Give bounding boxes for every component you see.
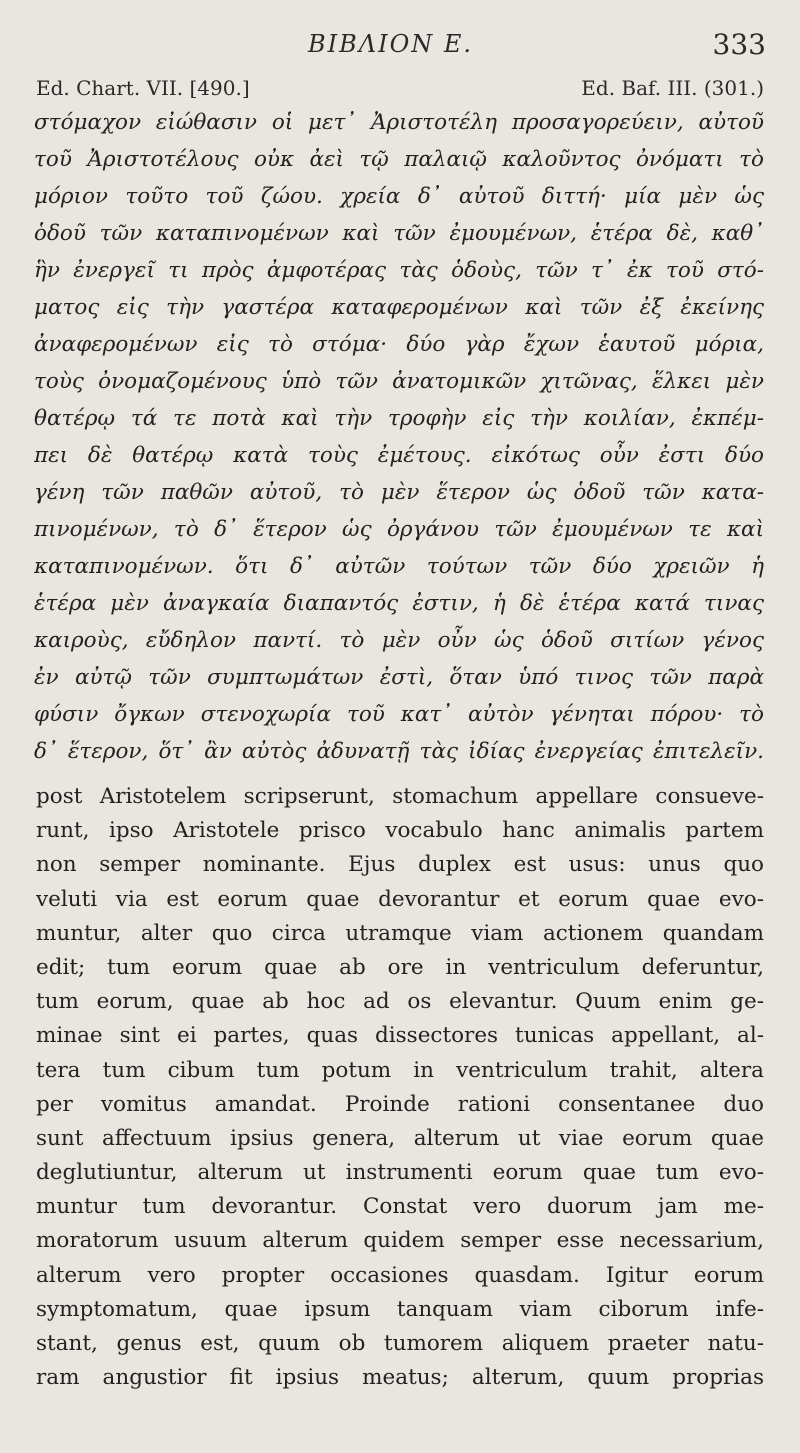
latin-text-line: non semper nominante. Ejus duplex est usus: unus quo — [36, 852, 764, 878]
greek-text-line: ἑτέρα μὲν ἀναγκαία διαπαντός ἐστιν, ἡ δὲ ἑτέρα κατά τινας — [34, 591, 764, 616]
greek-text-line: ἀναφερομένων εἰς τὸ στόμα· δύο γὰρ ἔχων ἑαυτοῦ μόρια, — [34, 332, 764, 357]
latin-text-line: runt, ipso Aristotele prisco vocabulo hanc animalis partem — [36, 818, 764, 844]
latin-text-line: per vomitus amandat. Proinde rationi consentanee duo — [36, 1091, 764, 1117]
greek-text — [34, 104, 764, 770]
greek-text-line: ματος εἰς τὴν γαστέρα καταφερομένων καὶ τῶν ἐξ ἐκείνης — [34, 295, 764, 320]
greek-text-line: μόριον τοῦτο τοῦ ζώου. χρεία δ᾽ αὐτοῦ διττή· μία μὲν ὡς — [34, 184, 764, 209]
greek-text-line: ὁδοῦ τῶν καταπινομένων καὶ τῶν ἐμουμένων, ἑτέρα δὲ, καθ᾽ — [34, 221, 764, 246]
greek-text-line: γένη τῶν παθῶν αὐτοῦ, τὸ μὲν ἕτερον ὡς ὁδοῦ τῶν κατα- — [34, 480, 764, 505]
greek-text-line: τοῦ Ἀριστοτέλους οὐκ ἀεὶ τῷ παλαιῷ καλοῦντος ὀνόματι τὸ — [34, 147, 764, 172]
latin-text-line: muntur, alter quo circa utramque viam actionem quandam — [36, 920, 764, 946]
latin-text-line: tum eorum, quae ab hoc ad os elevantur. Quum enim ge- — [36, 989, 764, 1015]
greek-text-line: δ᾽ ἕτερον, ὅτ᾽ ἂν αὐτὸς ἀδυνατῇ τὰς ἰδίας ἐνεργείας ἐπιτελεῖν. — [34, 739, 764, 764]
latin-text-line: deglutiuntur, alterum ut instrumenti eorum quae tum evo- — [36, 1160, 764, 1186]
book-title: ΒΙΒΛΙΟΝ Ε. — [308, 30, 474, 58]
page-number: 333 — [712, 28, 766, 61]
greek-text-line: θατέρῳ τά τε ποτὰ καὶ τὴν τροφὴν εἰς τὴν κοιλίαν, ἐκπέμ- — [34, 406, 764, 431]
latin-text-line: minae sint ei partes, quas dissectores tunicas appellant, al- — [36, 1023, 764, 1049]
greek-text-line: στόμαχον εἰώθασιν οἱ μετ᾽ Ἀριστοτέλη προσαγορεύειν, αὐτοῦ — [34, 110, 764, 135]
greek-text-line: πινομένων, τὸ δ᾽ ἕτερον ὡς ὀργάνου τῶν ἐμουμένων τε καὶ — [34, 517, 764, 542]
greek-text-line: καιροὺς, εὔδηλον παντί. τὸ μὲν οὖν ὡς ὁδοῦ σιτίων γένος — [34, 628, 764, 653]
latin-text-line: muntur tum devorantur. Constat vero duorum jam me- — [36, 1194, 764, 1220]
latin-translation — [36, 780, 764, 1395]
latin-text-line: symptomatum, quae ipsum tanquam viam ciborum infe- — [36, 1296, 764, 1322]
latin-text-line: sunt affectuum ipsius genera, alterum ut viae eorum quae — [36, 1125, 764, 1151]
edition-references — [36, 76, 764, 104]
greek-text-line: πει δὲ θατέρῳ κατὰ τοὺς ἐμέτους. εἰκότως οὖν ἐστι δύο — [34, 443, 764, 468]
latin-text-line: alterum vero propter occasiones quasdam. Igitur eorum — [36, 1262, 764, 1288]
greek-text-line: ἣν ἐνεργεῖ τι πρὸς ἀμφοτέρας τὰς ὁδοὺς, τῶν τ᾽ ἐκ τοῦ στό- — [34, 258, 764, 283]
latin-text-line: edit; tum eorum quae ab ore in ventriculum deferuntur, — [36, 954, 764, 980]
latin-text-line: stant, genus est, quum ob tumorem aliquem praeter natu- — [36, 1331, 764, 1356]
latin-text-line: moratorum usuum alterum quidem semper esse necessarium, — [36, 1228, 764, 1254]
greek-text-line: ἐν αὐτῷ τῶν συμπτωμάτων ἐστὶ, ὅταν ὑπό τινος τῶν παρὰ — [34, 665, 764, 690]
latin-text-line: post Aristotelem scripserunt, stomachum appellare consueve- — [36, 784, 764, 809]
edition-chartier-reference: Ed. Chart. VII. [490.] — [36, 76, 250, 100]
greek-text-line: φύσιν ὄγκων στενοχωρία τοῦ κατ᾽ αὐτὸν γένηται πόρου· τὸ — [34, 702, 764, 727]
greek-text-line: καταπινομένων. ὅτι δ᾽ αὐτῶν τούτων τῶν δύο χρειῶν ἡ — [34, 554, 764, 579]
edition-basel-reference: Ed. Baf. III. (301.) — [581, 76, 764, 100]
latin-text-line: veluti via est eorum quae devorantur et eorum quae evo- — [36, 886, 764, 912]
running-head — [0, 24, 800, 64]
latin-text-line: tera tum cibum tum potum in ventriculum trahit, altera — [36, 1057, 764, 1083]
greek-text-line: τοὺς ὀνομαζομένους ὑπὸ τῶν ἀνατομικῶν χιτῶνας, ἕλκει μὲν — [34, 369, 764, 394]
latin-text-line: ram angustior fit ipsius meatus; alterum, quum proprias — [36, 1365, 764, 1391]
